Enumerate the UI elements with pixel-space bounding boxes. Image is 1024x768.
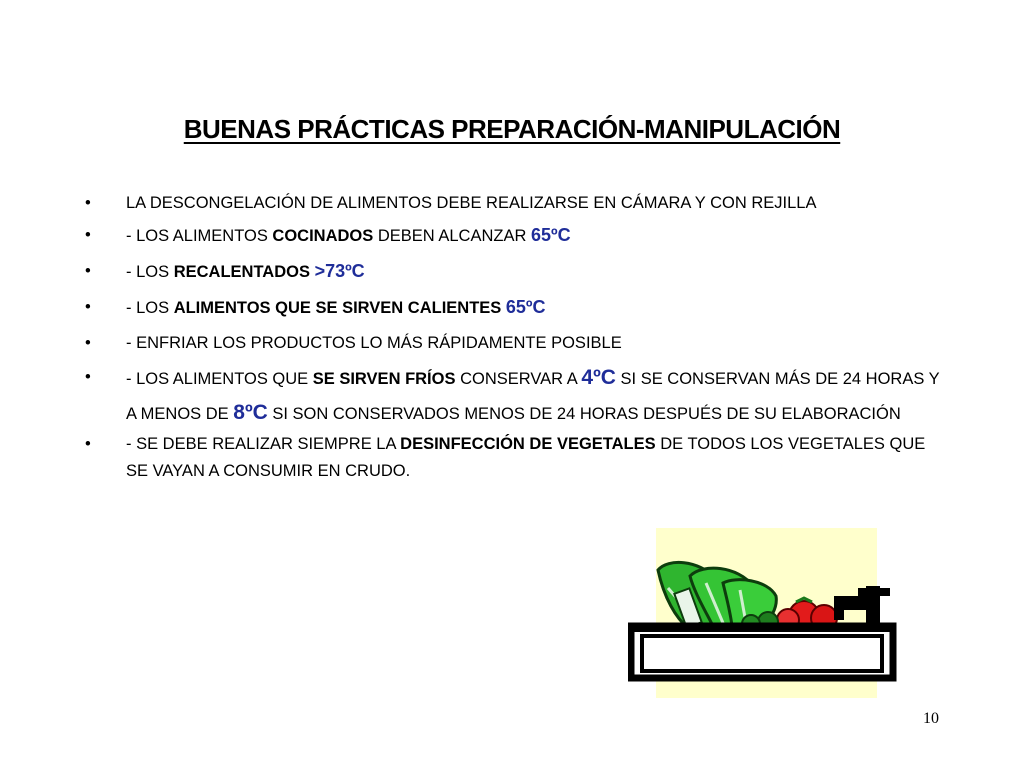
bullet-marker: • (85, 368, 91, 386)
bullet-emphasis: DESINFECCIÓN DE VEGETALES (400, 435, 656, 453)
slide-title: BUENAS PRÁCTICAS PREPARACIÓN-MANIPULACIÓN (183, 114, 841, 144)
bullet-text-pre: - SE DEBE REALIZAR SIEMPRE LA (126, 435, 401, 453)
bullet-text-pre: - LOS (126, 299, 174, 317)
bullet-marker: • (85, 334, 91, 352)
bullet-text-mid2: SI SE CONSERVAN MÁS DE 24 HORAS Y A MENOS DE (126, 370, 940, 423)
bullet-emphasis: SE SIRVEN FRÍOS (312, 370, 456, 388)
vegetables-in-sink-icon (628, 528, 904, 698)
bullet-emphasis: RECALENTADOS (173, 263, 310, 281)
temperature-value: 4ºC (581, 366, 616, 389)
bullet-marker: • (85, 194, 91, 212)
bullet-served-hot (85, 294, 945, 322)
bullet-list (85, 190, 945, 485)
bullet-thawing (85, 190, 945, 217)
sink-basin-icon (631, 626, 893, 678)
bullet-marker: • (85, 435, 91, 453)
temperature-value: 65ºC (505, 297, 546, 317)
bullet-cooling (85, 330, 945, 357)
bullet-text-mid: CONSERVAR A (455, 370, 582, 388)
bullet-served-cold (85, 361, 945, 431)
temperature-value: 65ºC (530, 225, 571, 245)
bullet-vegetable-disinfection (85, 431, 945, 485)
bullet-text-pre: - LOS ALIMENTOS QUE (126, 370, 313, 388)
temperature-value: 8ºC (233, 401, 268, 424)
temperature-value: >73ºC (314, 261, 365, 281)
bullet-text-post: SI SON CONSERVADOS MENOS DE 24 HORAS DESPUÉS DE SU ELABORACIÓN (267, 405, 901, 423)
bullet-cooked (85, 222, 945, 250)
bullet-text-pre: - LOS ALIMENTOS (126, 227, 273, 245)
bullet-emphasis: COCINADOS (272, 227, 374, 245)
bullet-marker: • (85, 262, 91, 280)
bullet-emphasis: ALIMENTOS QUE SE SIRVEN CALIENTES (173, 299, 502, 317)
bullet-marker: • (85, 298, 91, 316)
bullet-reheated (85, 258, 945, 286)
bullet-text-mid: DEBEN ALCANZAR (373, 227, 531, 245)
bullet-text-post: DE TODOS LOS VEGETALES QUE SE VAYAN A CONSUMIR EN CRUDO. (126, 435, 926, 480)
bullet-text: LA DESCONGELACIÓN DE ALIMENTOS DEBE REALIZARSE EN CÁMARA Y CON REJILLA (126, 194, 817, 212)
bullet-text: - ENFRIAR LOS PRODUCTOS LO MÁS RÁPIDAMENTE POSIBLE (126, 334, 622, 352)
bullet-marker: • (85, 226, 91, 244)
bullet-text-pre: - LOS (126, 263, 174, 281)
page-number: 10 (923, 710, 939, 727)
